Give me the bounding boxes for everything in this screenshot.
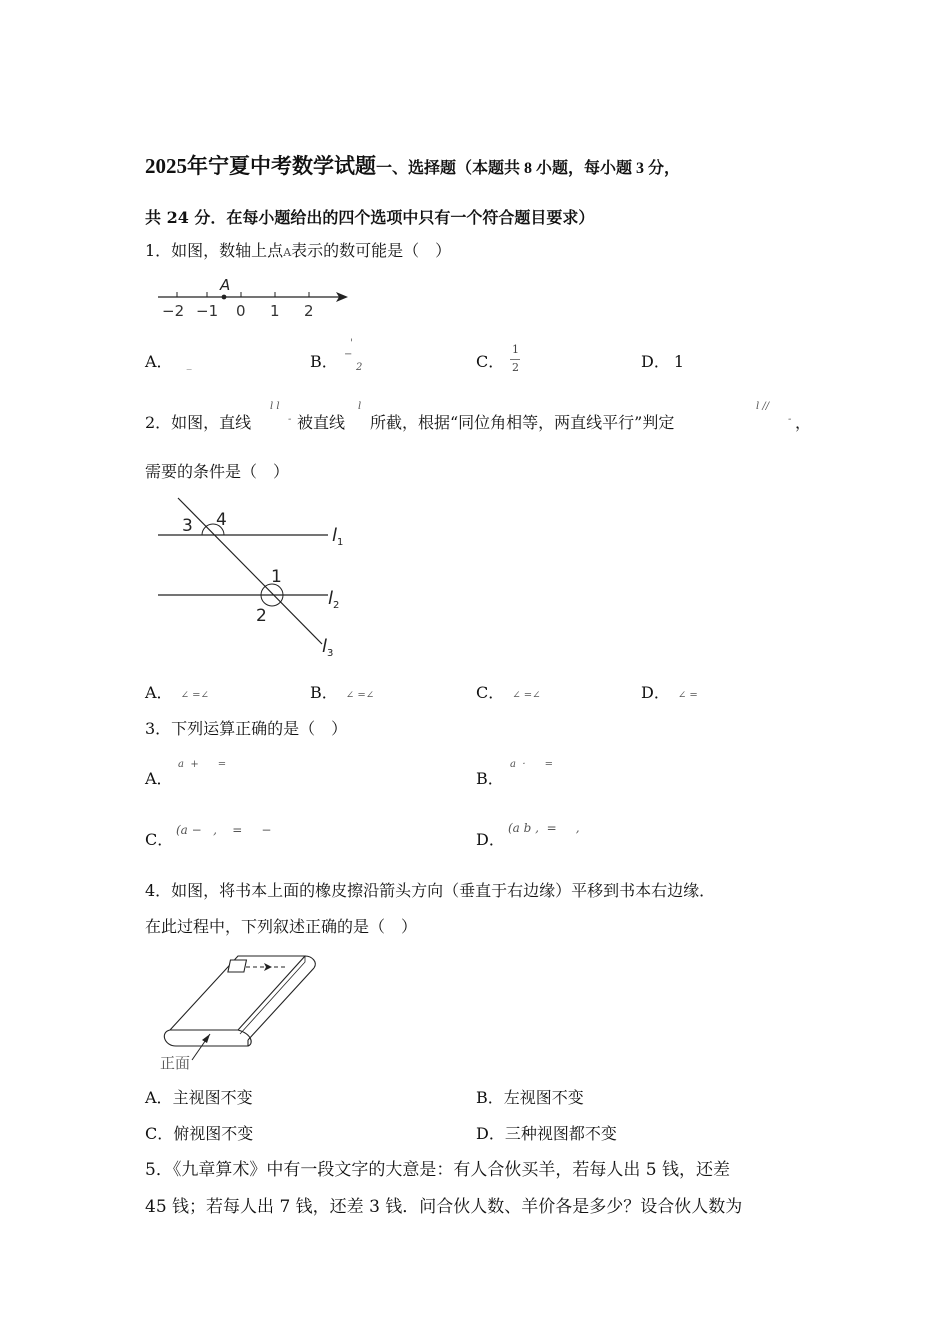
q2-frag-l1l2: l l: [270, 401, 280, 412]
q1-number-line-figure: [150, 276, 360, 324]
q1-option-c[interactable]: [476, 351, 504, 373]
q1-option-b-frag-minus: −: [344, 349, 353, 360]
q4-book-figure: [150, 948, 330, 1073]
q5-line2: 45 钱；若每人出 7 钱，还差 3 钱．问合伙人数、羊价各是多少？设合伙人数为: [145, 1197, 743, 1217]
q3-option-d[interactable]: [476, 829, 505, 851]
book-front-bottom: [176, 1040, 248, 1046]
q1-stem-text-b: 表示的数可能是（ ）: [291, 241, 452, 260]
q2-option-a[interactable]: [145, 682, 209, 707]
option-label: C．: [476, 352, 505, 371]
q3-option-a[interactable]: [145, 768, 173, 790]
section-heading: 一、选择题（本题共 8 小题，每小题 3 分，: [376, 160, 681, 177]
book-page-line: [240, 956, 305, 1034]
q2-parallel-lines-figure: [150, 494, 360, 664]
option-a-text: 主视图不变: [172, 1088, 253, 1107]
arrow-head-icon: [264, 963, 272, 971]
option-label: B．: [476, 1088, 504, 1107]
book-page-curl: [305, 956, 315, 968]
point-a-label: A: [220, 276, 231, 294]
option-b-fragment: ∠ =∠: [345, 690, 375, 701]
q4-stem-line1: 4．如图，将书本上面的橡皮擦沿箭头方向（垂直于右边缘）平移到书本右边缘．: [145, 881, 716, 900]
q3-option-a-fragment: a + =: [178, 759, 227, 770]
tick-label: 2: [304, 302, 314, 320]
option-label: D．: [641, 683, 670, 702]
option-a-fragment: ∠ =∠: [180, 690, 209, 701]
q2-option-c[interactable]: [476, 682, 541, 707]
angle-label-2: 2: [256, 606, 267, 626]
q1-stem: [145, 240, 451, 264]
option-label: B．: [310, 683, 338, 702]
q2-stem-text-c: 所截，根据“同位角相等，两直线平行”判定: [370, 413, 675, 432]
q3-option-c-fragment: (a − , = −: [176, 823, 272, 837]
angle-label-1: 1: [271, 567, 282, 587]
q2-frag-l3: l: [358, 401, 362, 412]
q1-option-d[interactable]: [641, 351, 684, 373]
option-a-fragment: _: [186, 359, 192, 370]
q1-option-c-denominator: 2: [512, 361, 519, 374]
tick-label: −2: [162, 302, 185, 320]
option-b-text: 左视图不变: [503, 1088, 584, 1107]
q1-option-a[interactable]: [145, 351, 192, 376]
q2-option-b[interactable]: [310, 682, 374, 707]
option-label: A．: [145, 352, 173, 371]
q4-stem-line2: 在此过程中，下列叙述正确的是（ ）: [145, 917, 418, 936]
q3-option-c[interactable]: [145, 829, 173, 851]
q2-frag-sub: -: [288, 414, 292, 425]
q1-stem-text-a: 1．如图，数轴上点: [145, 241, 284, 260]
q2-stem-text-b: 被直线: [297, 413, 346, 432]
option-label: C．: [145, 1124, 174, 1143]
q4-option-d[interactable]: [476, 1123, 617, 1145]
option-label: A．: [145, 769, 173, 788]
label-l3: $l_3$: [322, 636, 334, 659]
tick-label: −1: [196, 302, 219, 320]
section-heading-continued: 共 24 分．在每小题给出的四个选项中只有一个符合题目要求）: [145, 208, 595, 227]
q2-stem-text-d: ，: [795, 413, 812, 432]
front-pointer-arrow-icon: [202, 1034, 210, 1043]
option-label: C．: [145, 830, 174, 849]
option-label: D．: [476, 830, 505, 849]
tick-label: 0: [236, 302, 246, 320]
q3-option-b-fragment: a · =: [510, 759, 553, 770]
q1-option-c-fraction-bar: [510, 359, 520, 360]
q3-stem: 3．下列运算正确的是（ ）: [145, 719, 348, 738]
q4-option-b[interactable]: [476, 1087, 584, 1109]
q1-option-b[interactable]: [310, 351, 338, 373]
book-right-edge: [248, 968, 314, 1040]
option-label: B．: [310, 352, 338, 371]
q1-option-b-frag-top: ': [350, 338, 353, 349]
option-label: A．: [145, 1088, 173, 1107]
exam-title-line: [145, 150, 680, 180]
front-label: 正面: [160, 1054, 191, 1072]
q1-option-b-frag-den: 2: [356, 362, 363, 373]
option-c-text: 俯视图不变: [173, 1124, 254, 1143]
q2-stem-text-a: 2．如图，直线: [145, 413, 252, 432]
eraser-icon: [228, 960, 247, 972]
option-c-fragment: ∠ =∠: [512, 690, 541, 701]
option-label: D．: [641, 352, 670, 371]
label-l2: $l_2$: [328, 588, 340, 611]
q3-option-d-fragment: (a b , = ,: [508, 821, 580, 835]
option-label: B．: [476, 769, 504, 788]
option-d-text: 1: [673, 352, 685, 371]
q2-frag-parallel: l //: [756, 401, 770, 412]
q4-option-a[interactable]: [145, 1087, 253, 1109]
q4-option-c[interactable]: [145, 1123, 253, 1145]
q1-option-c-numerator: 1: [512, 343, 519, 356]
exam-title: 2025年宁夏中考数学试题: [145, 154, 376, 178]
option-label: A．: [145, 683, 173, 702]
angle-label-3: 3: [182, 516, 193, 536]
label-l1: $l_1$: [332, 525, 344, 548]
point-a-dot: [222, 295, 227, 300]
line-l3: [178, 498, 322, 644]
option-d-text: 三种视图都不变: [504, 1124, 617, 1143]
option-d-fragment: ∠ =: [677, 690, 698, 701]
q2-option-d[interactable]: [641, 682, 698, 707]
q2-frag-parallel-sub: -: [788, 414, 792, 425]
q2-stem-line2: 需要的条件是（ ）: [145, 462, 290, 481]
option-label: C．: [476, 683, 505, 702]
option-label: D．: [476, 1124, 505, 1143]
q5-line1: 5．《九章算术》中有一段文字的大意是：有人合伙买羊，若每人出 5 钱，还差: [145, 1160, 730, 1180]
tick-label: 1: [270, 302, 280, 320]
q2-stem-line1: [145, 412, 251, 434]
q1-point-glyph: A: [283, 246, 292, 259]
q3-option-b[interactable]: [476, 768, 504, 790]
angle-label-4: 4: [216, 510, 227, 530]
